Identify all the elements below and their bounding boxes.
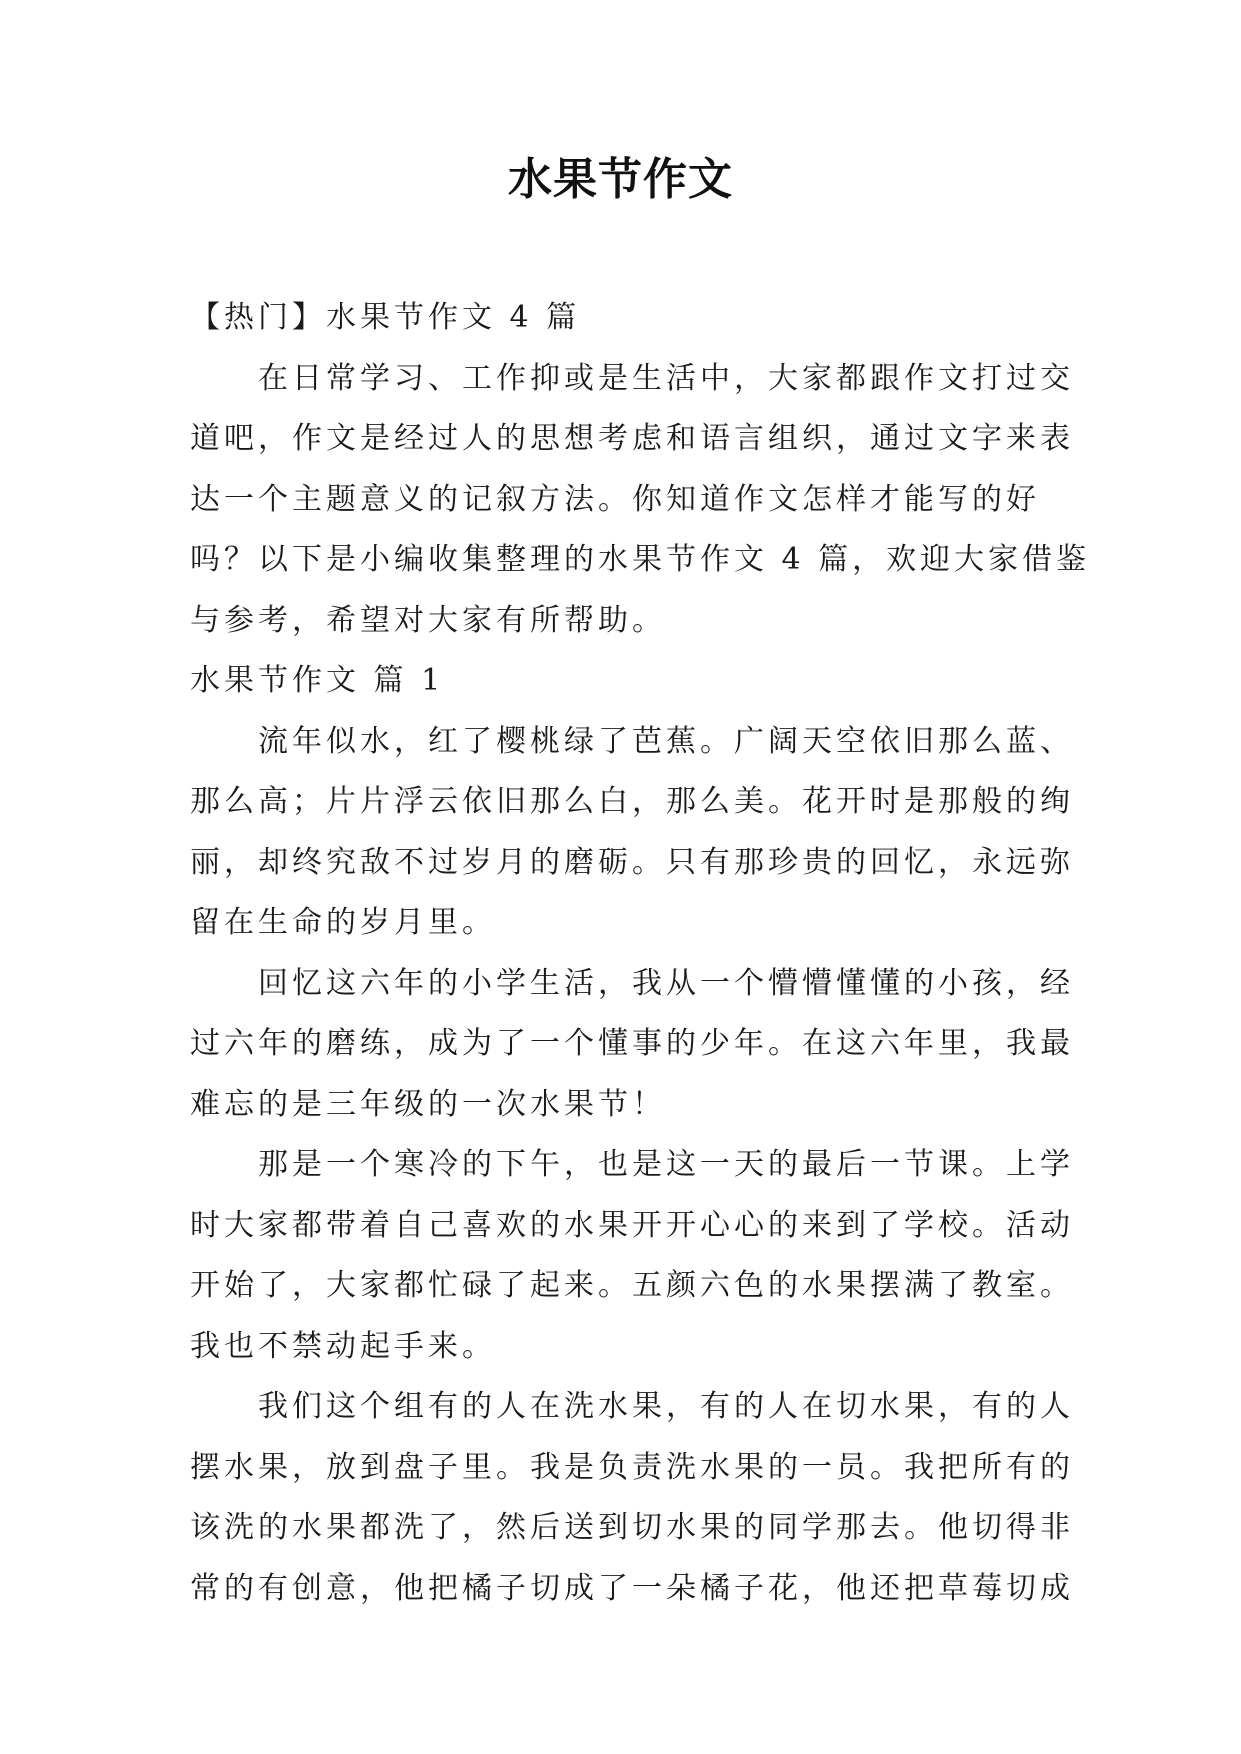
intro-line: 道吧，作文是经过人的思想考虑和语言组织，通过文字来表 xyxy=(190,421,1074,456)
paragraph-line: 难忘的是三年级的一次水果节！ xyxy=(190,1086,666,1122)
paragraph-line: 留在生命的岁月里。 xyxy=(190,905,496,940)
document-title: 水果节作文 xyxy=(508,154,733,205)
paragraph-line: 丽，却终究敌不过岁月的磨砺。只有那珍贵的回忆，永远弥 xyxy=(190,844,1074,880)
paragraph-line: 我也不禁动起手来。 xyxy=(190,1328,496,1364)
document-subtitle: 【热门】水果节作文 4 篇 xyxy=(190,300,581,335)
paragraph-line: 那是一个寒冷的下午，也是这一天的最后一节课。上学 xyxy=(258,1147,1074,1182)
paragraph-line: 回忆这六年的小学生活，我从一个懵懵懂懂的小孩，经 xyxy=(258,965,1074,1001)
paragraph-line: 摆水果，放到盘子里。我是负责洗水果的一员。我把所有的 xyxy=(190,1449,1074,1485)
intro-line: 在日常学习、工作抑或是生活中，大家都跟作文打过交 xyxy=(258,360,1074,396)
paragraph-line: 时大家都带着自己喜欢的水果开开心心的来到了学校。活动 xyxy=(190,1207,1074,1243)
document-body xyxy=(190,288,1091,1619)
paragraph-line: 过六年的磨练，成为了一个懂事的少年。在这六年里，我最 xyxy=(190,1026,1074,1061)
paragraph-line: 流年似水，红了樱桃绿了芭蕉。广阔天空依旧那么蓝、 xyxy=(258,723,1074,759)
intro-line: 达一个主题意义的记叙方法。你知道作文怎样才能写的好 xyxy=(190,481,1040,517)
intro-line: 吗？以下是小编收集整理的水果节作文 4 篇，欢迎大家借鉴 xyxy=(190,542,1091,577)
paragraph-line: 该洗的水果都洗了，然后送到切水果的同学那去。他切得非 xyxy=(190,1510,1074,1545)
paragraph-line: 常的有创意，他把橘子切成了一朵橘子花，他还把草莓切成 xyxy=(190,1570,1074,1606)
paragraph-line: 我们这个组有的人在洗水果，有的人在切水果，有的人 xyxy=(258,1389,1074,1424)
intro-line: 与参考，希望对大家有所帮助。 xyxy=(190,602,666,638)
paragraph-line: 那么高；片片浮云依旧那么白，那么美。花开时是那般的绚 xyxy=(190,784,1074,819)
section-heading: 水果节作文 篇 1 xyxy=(190,663,445,698)
paragraph-line: 开始了，大家都忙碌了起来。五颜六色的水果摆满了教室。 xyxy=(190,1268,1074,1303)
